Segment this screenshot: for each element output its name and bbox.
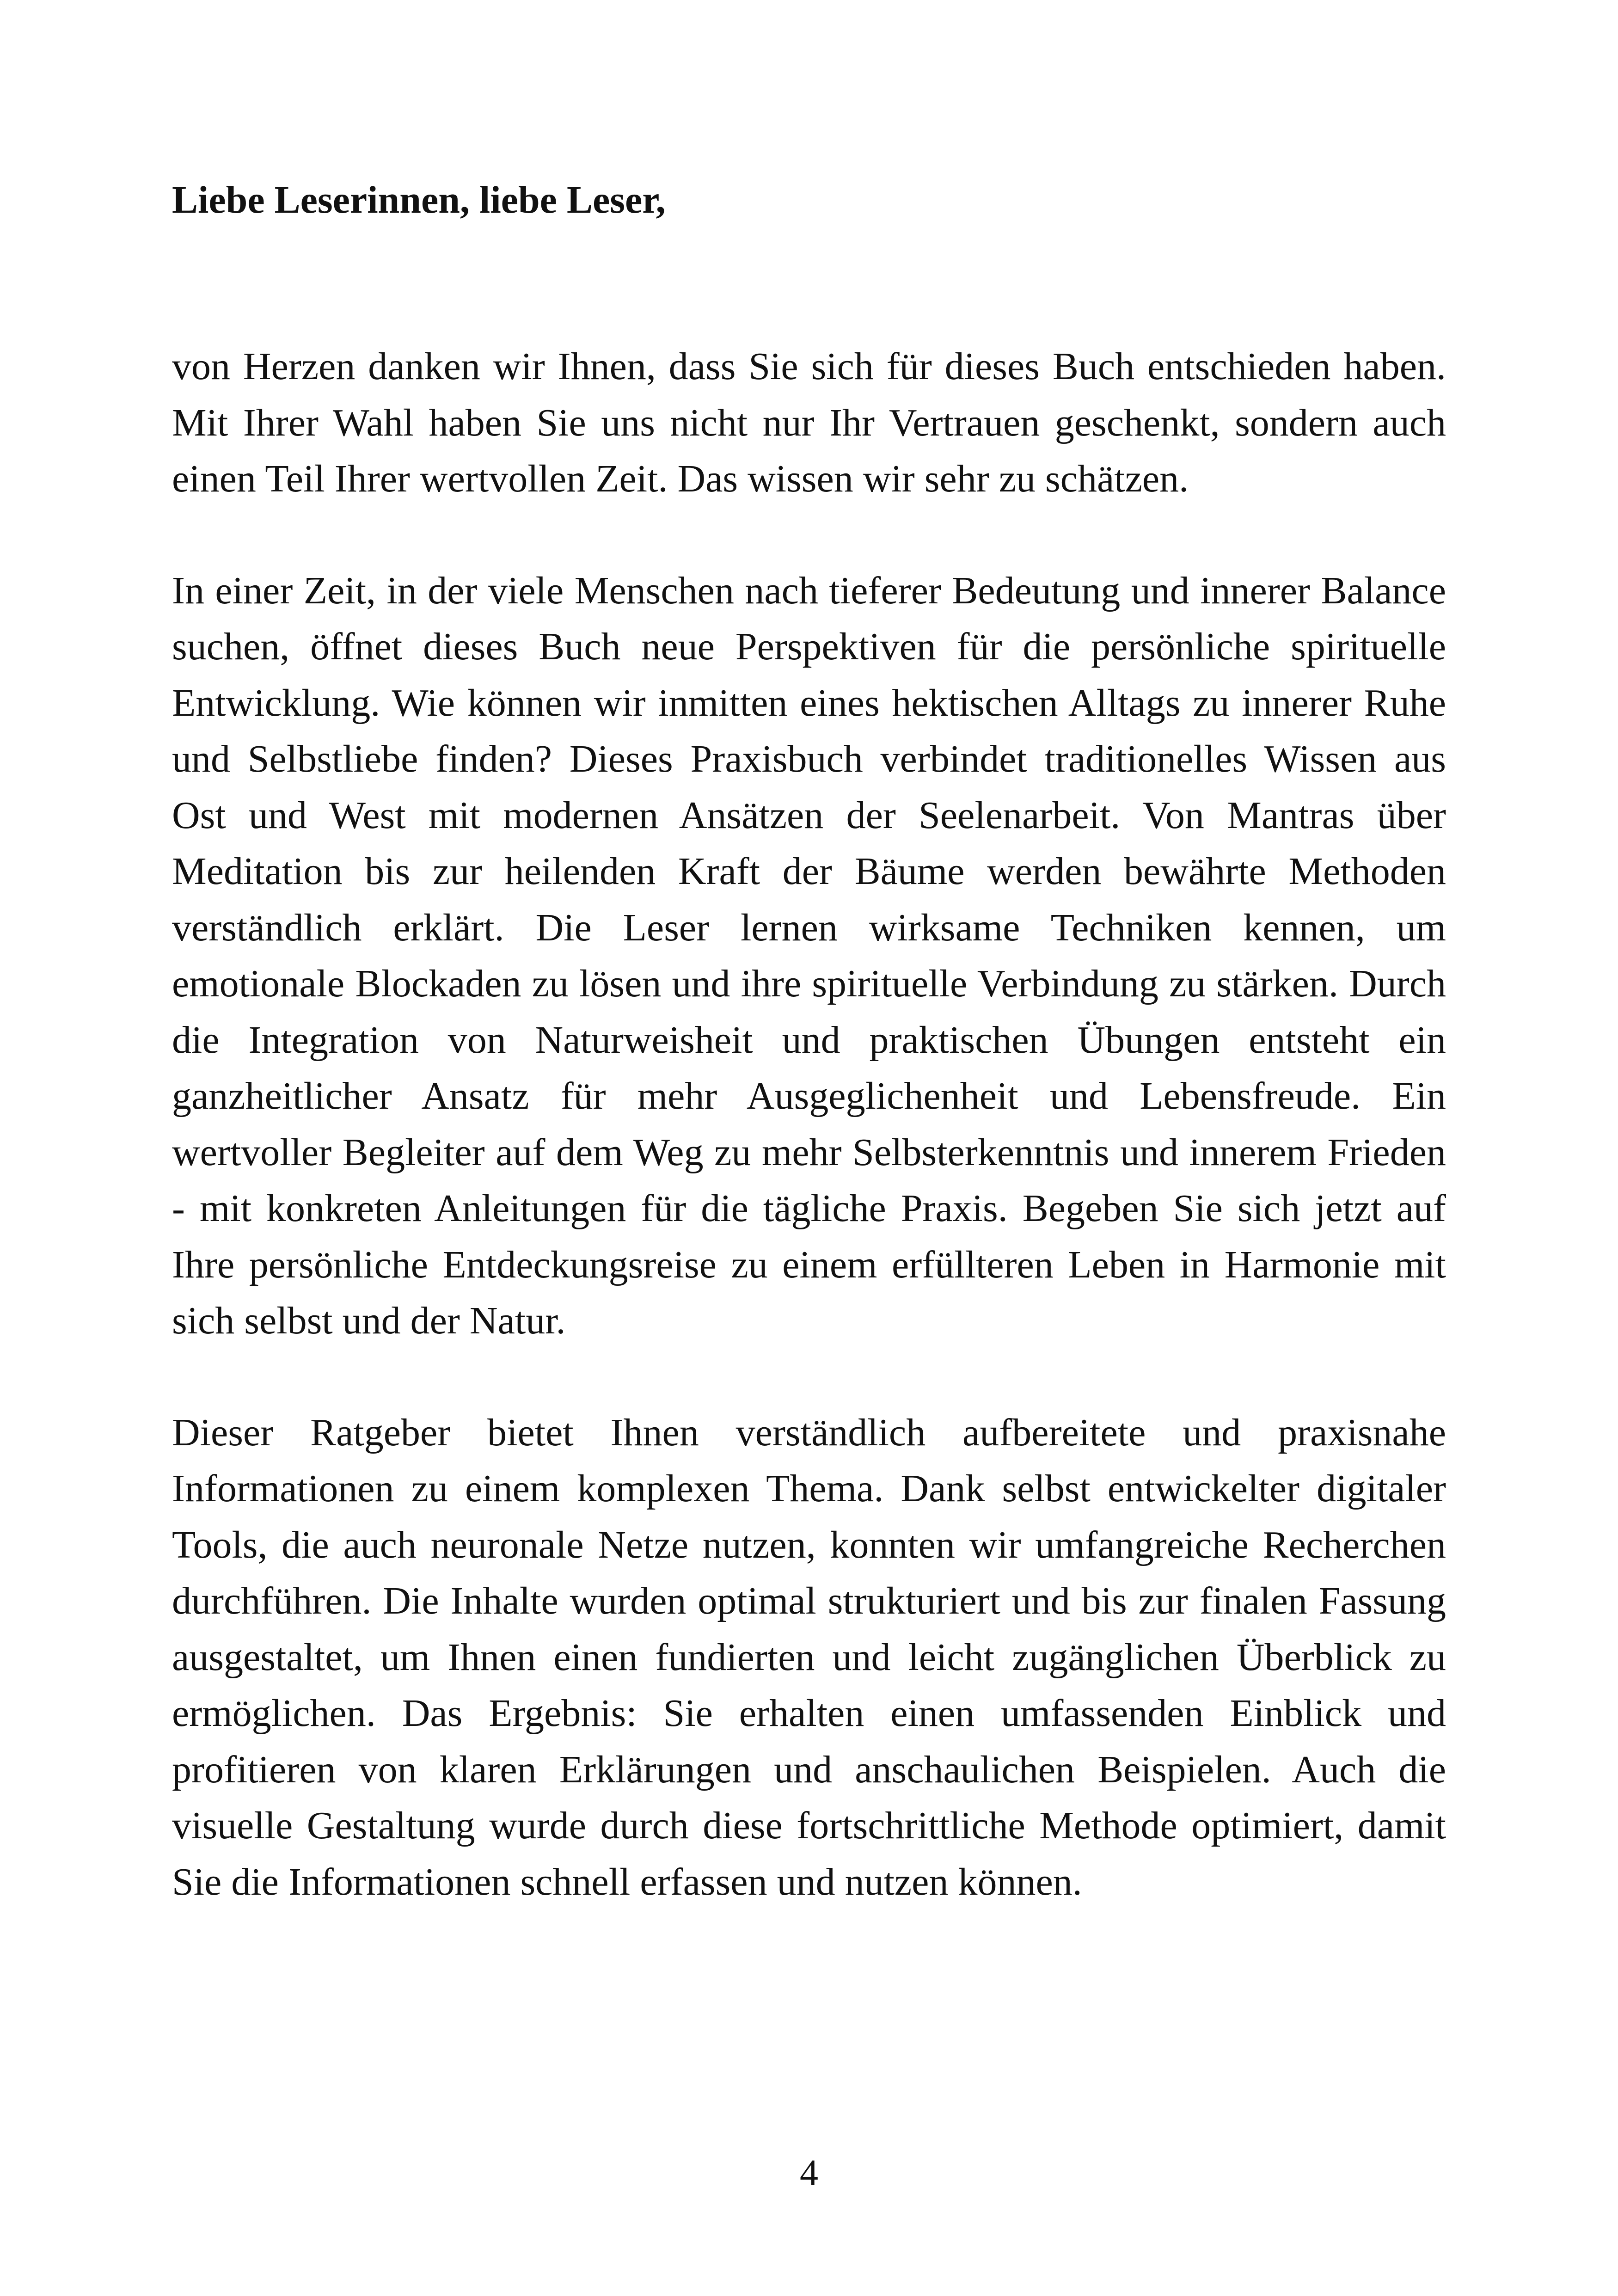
paragraph-guide-info: Dieser Ratgeber bietet Ihnen verständlich aufbereitete und praxisnahe Informationen zu einem komplexen Thema. Dank selbst entwickelter digitaler Tools, die auch neuronale Netze nutzen, konnten wir umfangreiche Recherchen durchführen. Die Inhalte wurden optimal strukturiert und bis zur finalen Fassung ausgestaltet, um Ihnen einen fundierten und leicht zugänglichen Überblick zu ermöglichen. Das Ergebnis: Sie erhalten einen umfassenden Einblick und profitieren von klaren Erklärungen und anschaulichen Beispielen. Auch die visuelle Gestaltung wurde durch diese fortschrittliche Methode optimiert, damit Sie die Informationen schnell erfassen und nutzen können. — [172, 1411, 1446, 1903]
paragraph-book-description: In einer Zeit, in der viele Menschen nach tieferer Bedeutung und innerer Balance suchen, öffnet dieses Buch neue Perspektiven für die persönliche spirituelle Entwicklung. Wie können wir inmitten eines hektischen Alltags zu innerer Ruhe und Selbstliebe finden? Dieses Praxisbuch verbindet traditionelles Wissen aus Ost und West mit modernen Ansätzen der Seelenarbeit. Von Mantras über Meditation bis zur heilenden Kraft der Bäume werden bewährte Methoden verständlich erklärt. Die Leser lernen wirksame Techniken kennen, um emotionale Blockaden zu lösen und ihre spirituelle Verbindung zu stärken. Durch die Integration von Naturweisheit und praktischen Übungen entsteht ein ganzheitlicher Ansatz für mehr Ausgeglichenheit und Lebensfreude. Ein wertvoller Begleiter auf dem Weg zu mehr Selbsterkenntnis und innerem Frieden - mit konkreten Anleitungen für die tägliche Praxis. Begeben Sie sich jetzt auf Ihre persönliche Entdeckungsreise zu einem erfüllteren Leben in Harmonie mit sich selbst und der Natur. — [172, 569, 1446, 1342]
page-greeting-heading: Liebe Leserinnen, liebe Leser, — [172, 178, 666, 221]
page-number: 4 — [800, 2153, 818, 2193]
body-text — [172, 338, 1446, 1965]
paragraph-thanks: von Herzen danken wir Ihnen, dass Sie sich für dieses Buch entschieden haben. Mit Ihrer Wahl haben Sie uns nicht nur Ihr Vertrauen geschenkt, sondern auch einen Teil Ihrer wertvollen Zeit. Das wissen wir sehr zu schätzen. — [172, 345, 1446, 500]
